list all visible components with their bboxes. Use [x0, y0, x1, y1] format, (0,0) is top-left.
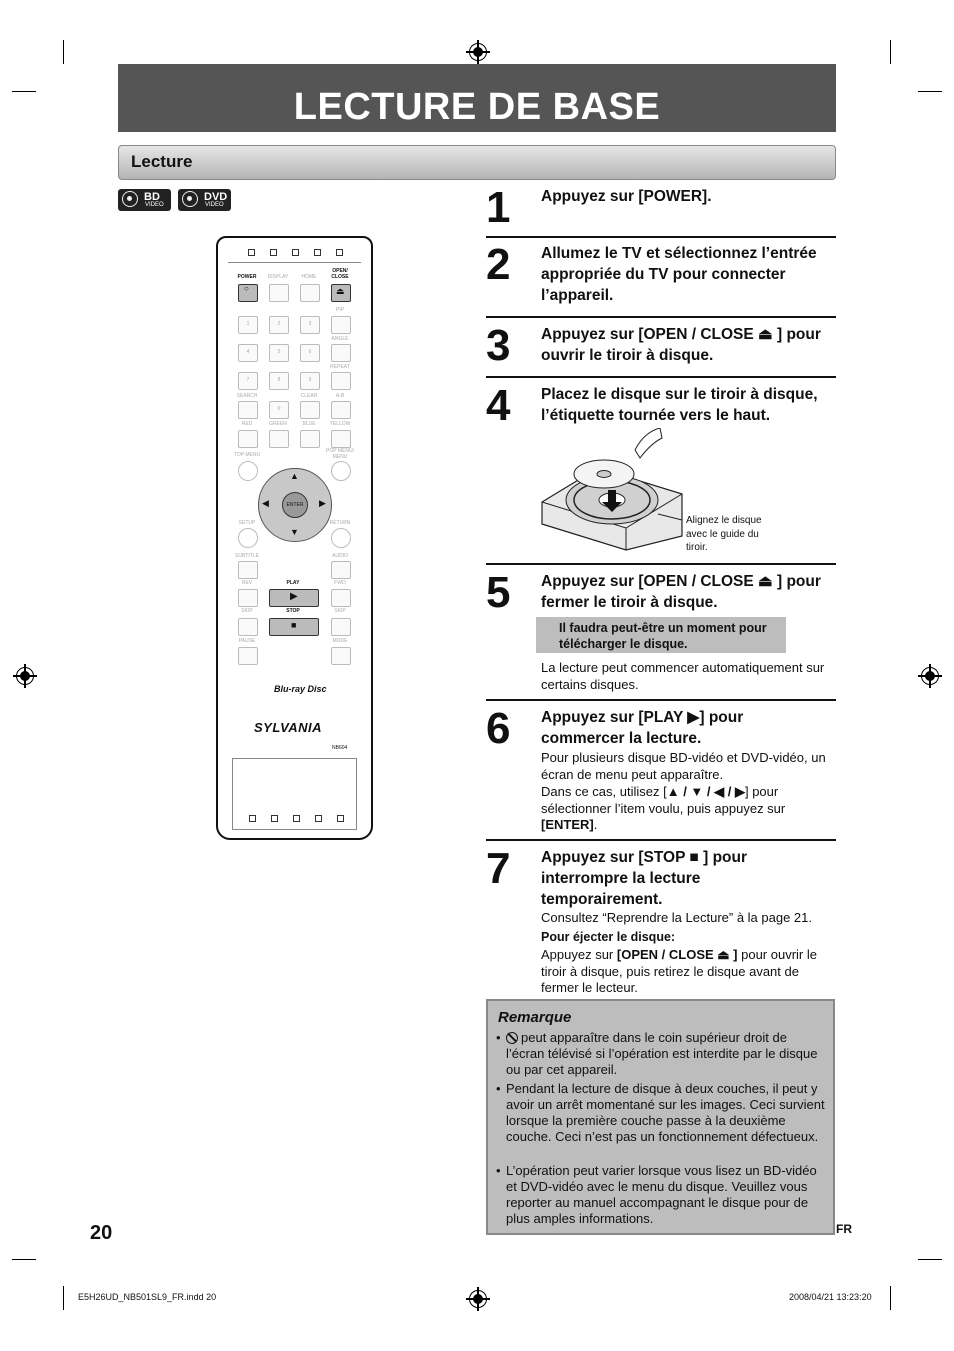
- open-close-label: OPEN/ CLOSE: [331, 268, 349, 280]
- digit-7-button: 7: [238, 372, 258, 390]
- return-button: [331, 528, 351, 548]
- indicator-led: [292, 249, 299, 256]
- section-header: [118, 145, 836, 180]
- play-button: [269, 589, 319, 607]
- step-number: 1: [486, 183, 511, 232]
- indicator-led: [248, 249, 255, 256]
- remote-bottom-panel: [232, 758, 357, 830]
- yellow-label: YELLOW: [329, 421, 351, 427]
- prohibited-icon: [506, 1032, 518, 1044]
- step-heading: Appuyez sur [OPEN / CLOSE ⏏ ] pour fermer le tiroir à disque.: [541, 573, 821, 611]
- blue-button: [300, 430, 320, 448]
- footer-file-info: E5H26UD_NB501SL9_FR.indd 20: [78, 1292, 217, 1302]
- disc-icon: [122, 191, 138, 207]
- bd-video-badge: BD VIDEO: [118, 189, 171, 211]
- down-arrow-icon: ▼: [290, 527, 299, 537]
- search-label: SEARCH: [236, 393, 258, 399]
- enter-button: ENTER: [282, 492, 308, 518]
- indicator-led: [337, 815, 344, 822]
- skip-fwd-button: [331, 618, 351, 636]
- blue-label: BLUE: [302, 421, 316, 427]
- step-heading: Appuyez sur [POWER].: [541, 188, 712, 205]
- divider: [486, 376, 836, 378]
- yellow-button: [331, 430, 351, 448]
- digit-9-button: 9: [300, 372, 320, 390]
- step-text: La lecture peut commencer automatiquement sur certains disques.: [541, 660, 825, 692]
- pause-label: PAUSE: [238, 638, 256, 644]
- digit-6-button: 6: [300, 344, 320, 362]
- skip-back-label: SKIP: [241, 608, 253, 614]
- divider: [486, 839, 836, 841]
- step-text: Appuyez sur [OPEN / CLOSE ⏏ ] pour ouvrir le tiroir à disque, puis retirez le disque avant de fermer le lecteur.: [541, 947, 817, 995]
- green-label: GREEN: [269, 421, 287, 427]
- brand-logo: SYLVANIA: [254, 720, 323, 735]
- indicator-led: [315, 815, 322, 822]
- indicator-led: [270, 249, 277, 256]
- navigation-pad: [258, 468, 332, 542]
- power-button: ○: [238, 284, 258, 302]
- section-title: Lecture: [131, 152, 193, 171]
- digit-3-button: 3: [300, 316, 320, 334]
- skip-back-button: [238, 618, 258, 636]
- title-banner: [118, 64, 836, 132]
- clear-button: [300, 401, 320, 419]
- crop-mark: [890, 40, 891, 64]
- disc-tray-illustration: [540, 428, 685, 552]
- audio-button: [331, 561, 351, 579]
- figure-caption: Alignez le disque avec le guide du tiroir.: [686, 515, 762, 553]
- rev-button: [238, 589, 258, 607]
- home-button: [300, 284, 320, 302]
- language-label: FR: [836, 1222, 852, 1236]
- step-subhead: Pour éjecter le disque:: [541, 930, 676, 944]
- angle-label: ANGLE: [331, 336, 349, 342]
- skip-fwd-label: SKIP: [334, 608, 346, 614]
- subtitle-button: [238, 561, 258, 579]
- callout-box: [536, 617, 786, 653]
- stop-icon: ■: [291, 620, 297, 630]
- green-button: [269, 430, 289, 448]
- registration-mark-icon: [921, 667, 939, 685]
- step-number: 5: [486, 568, 511, 617]
- pip-button: [331, 316, 351, 334]
- divider: [486, 699, 836, 701]
- rev-label: REV: [241, 580, 253, 586]
- step-number: 7: [486, 844, 511, 893]
- digit-4-button: 4: [238, 344, 258, 362]
- step-number: 3: [486, 321, 511, 370]
- stop-button: [269, 618, 319, 636]
- step-heading: Appuyez sur [STOP ■ ] pour interrompre la lecture temporairement.: [541, 849, 748, 908]
- red-button: [238, 430, 258, 448]
- digit-1-button: 1: [238, 316, 258, 334]
- digit-8-button: 8: [269, 372, 289, 390]
- step-number: 4: [486, 381, 511, 430]
- note-box: [486, 999, 835, 1235]
- indicator-led: [271, 815, 278, 822]
- crop-mark: [918, 1259, 942, 1260]
- registration-mark-icon: [16, 667, 34, 685]
- step-heading: Allumez le TV et sélectionnez l’entrée appropriée du TV pour connecter l’appareil.: [541, 245, 817, 304]
- pop-menu-label: POP MENU/ MENU: [326, 448, 354, 460]
- pause-button: [238, 647, 258, 665]
- crop-mark: [12, 91, 36, 92]
- divider: [486, 563, 836, 565]
- stop-label: STOP: [286, 608, 300, 614]
- indicator-led: [336, 249, 343, 256]
- display-button: [269, 284, 289, 302]
- fwd-button: [331, 589, 351, 607]
- clear-label: CLEAR: [300, 393, 318, 399]
- step-text: Consultez “Reprendre la Lecture” à la page 21.: [541, 910, 812, 925]
- red-label: RED: [241, 421, 253, 427]
- step-heading: Appuyez sur [PLAY ▶] pour commercer la lecture.: [541, 709, 744, 747]
- top-menu-label: TOP MENU: [233, 452, 261, 458]
- display-label: DISPLAY: [267, 274, 289, 280]
- divider: [486, 316, 836, 318]
- note-item: • Pendant la lecture de disque à deux couches, il peut y avoir un arrêt momentané sur les images. Ceci survient lorsque la première couche passe à la deuxième couche. Ceci n’est pas un fonctionnement défectueux.: [496, 1081, 825, 1144]
- page-number: 20: [90, 1222, 113, 1244]
- mode-button: [331, 647, 351, 665]
- registration-mark-icon: [469, 43, 487, 61]
- digit-2-button: 2: [269, 316, 289, 334]
- remote-top-panel: [228, 240, 361, 263]
- note-title: Remarque: [498, 1009, 572, 1026]
- registration-mark-icon: [469, 1290, 487, 1308]
- indicator-led: [249, 815, 256, 822]
- bluray-logo: Blu-ray Disc: [274, 684, 327, 694]
- crop-mark: [63, 40, 64, 64]
- digit-5-button: 5: [269, 344, 289, 362]
- callout-text: Il faudra peut-être un moment pour télécharger le disque.: [559, 621, 767, 651]
- crop-mark: [12, 1259, 36, 1260]
- dvd-video-badge: DVD VIDEO: [178, 189, 231, 211]
- power-label: POWER: [237, 274, 257, 280]
- ab-label: A-B: [335, 393, 345, 399]
- open-close-button: ⏏: [331, 284, 351, 302]
- setup-label: SETUP: [238, 520, 256, 526]
- left-arrow-icon: ◀: [262, 498, 269, 508]
- divider: [486, 236, 836, 238]
- model-number: NB604: [332, 745, 348, 751]
- mode-label: MODE: [332, 638, 348, 644]
- step-number: 6: [486, 704, 511, 753]
- pip-label: PIP: [335, 307, 345, 313]
- step-heading: Appuyez sur [OPEN / CLOSE ⏏ ] pour ouvrir le tiroir à disque.: [541, 326, 821, 364]
- up-arrow-icon: ▲: [290, 471, 299, 481]
- disc-icon: [182, 191, 198, 207]
- crop-mark: [63, 1286, 64, 1310]
- digit-0-button: 0: [269, 401, 289, 419]
- ab-button: [331, 401, 351, 419]
- setup-button: [238, 528, 258, 548]
- fwd-label: FWD: [334, 580, 346, 586]
- indicator-led: [293, 815, 300, 822]
- remote-control-illustration: [216, 236, 373, 840]
- crop-mark: [890, 1286, 891, 1310]
- angle-button: [331, 344, 351, 362]
- step-number: 2: [486, 240, 511, 289]
- note-item: • peut apparaître dans le coin supérieur droit de l’écran télévisé si l’opération est interdite par le disque ou par cet appareil.: [496, 1030, 818, 1077]
- repeat-label: REPEAT: [330, 364, 350, 370]
- top-menu-button: [238, 461, 258, 481]
- subtitle-label: SUBTITLE: [235, 553, 259, 559]
- step-heading: Placez le disque sur le tiroir à disque, l’étiquette tournée vers le haut.: [541, 386, 818, 424]
- page-title: LECTURE DE BASE: [293, 86, 661, 128]
- indicator-led: [314, 249, 321, 256]
- footer-timestamp: 2008/04/21 13:23:20: [789, 1292, 872, 1302]
- search-button: [238, 401, 258, 419]
- audio-label: AUDIO: [332, 553, 348, 559]
- right-arrow-icon: ▶: [319, 498, 326, 508]
- step-text: Dans ce cas, utilisez [▲ / ▼ / ◀ / ▶] pour sélectionner l’item voulu, puis appuyez sur [ENTER].: [541, 784, 786, 832]
- note-item: • L’opération peut varier lorsque vous lisez un BD-vidéo et DVD-vidéo avec le menu du disque. Veuillez vous reporter au manuel accompagnant le disque pour de plus amples informations.: [496, 1163, 817, 1226]
- repeat-button: [331, 372, 351, 390]
- return-label: RETURN: [329, 520, 351, 526]
- step-text: Pour plusieurs disque BD-vidéo et DVD-vidéo, un écran de menu peut apparaître.: [541, 750, 826, 782]
- home-label: HOME: [301, 274, 317, 280]
- crop-mark: [918, 91, 942, 92]
- pop-menu-button: [331, 461, 351, 481]
- play-icon: ▶: [290, 591, 298, 602]
- play-label: PLAY: [286, 580, 300, 586]
